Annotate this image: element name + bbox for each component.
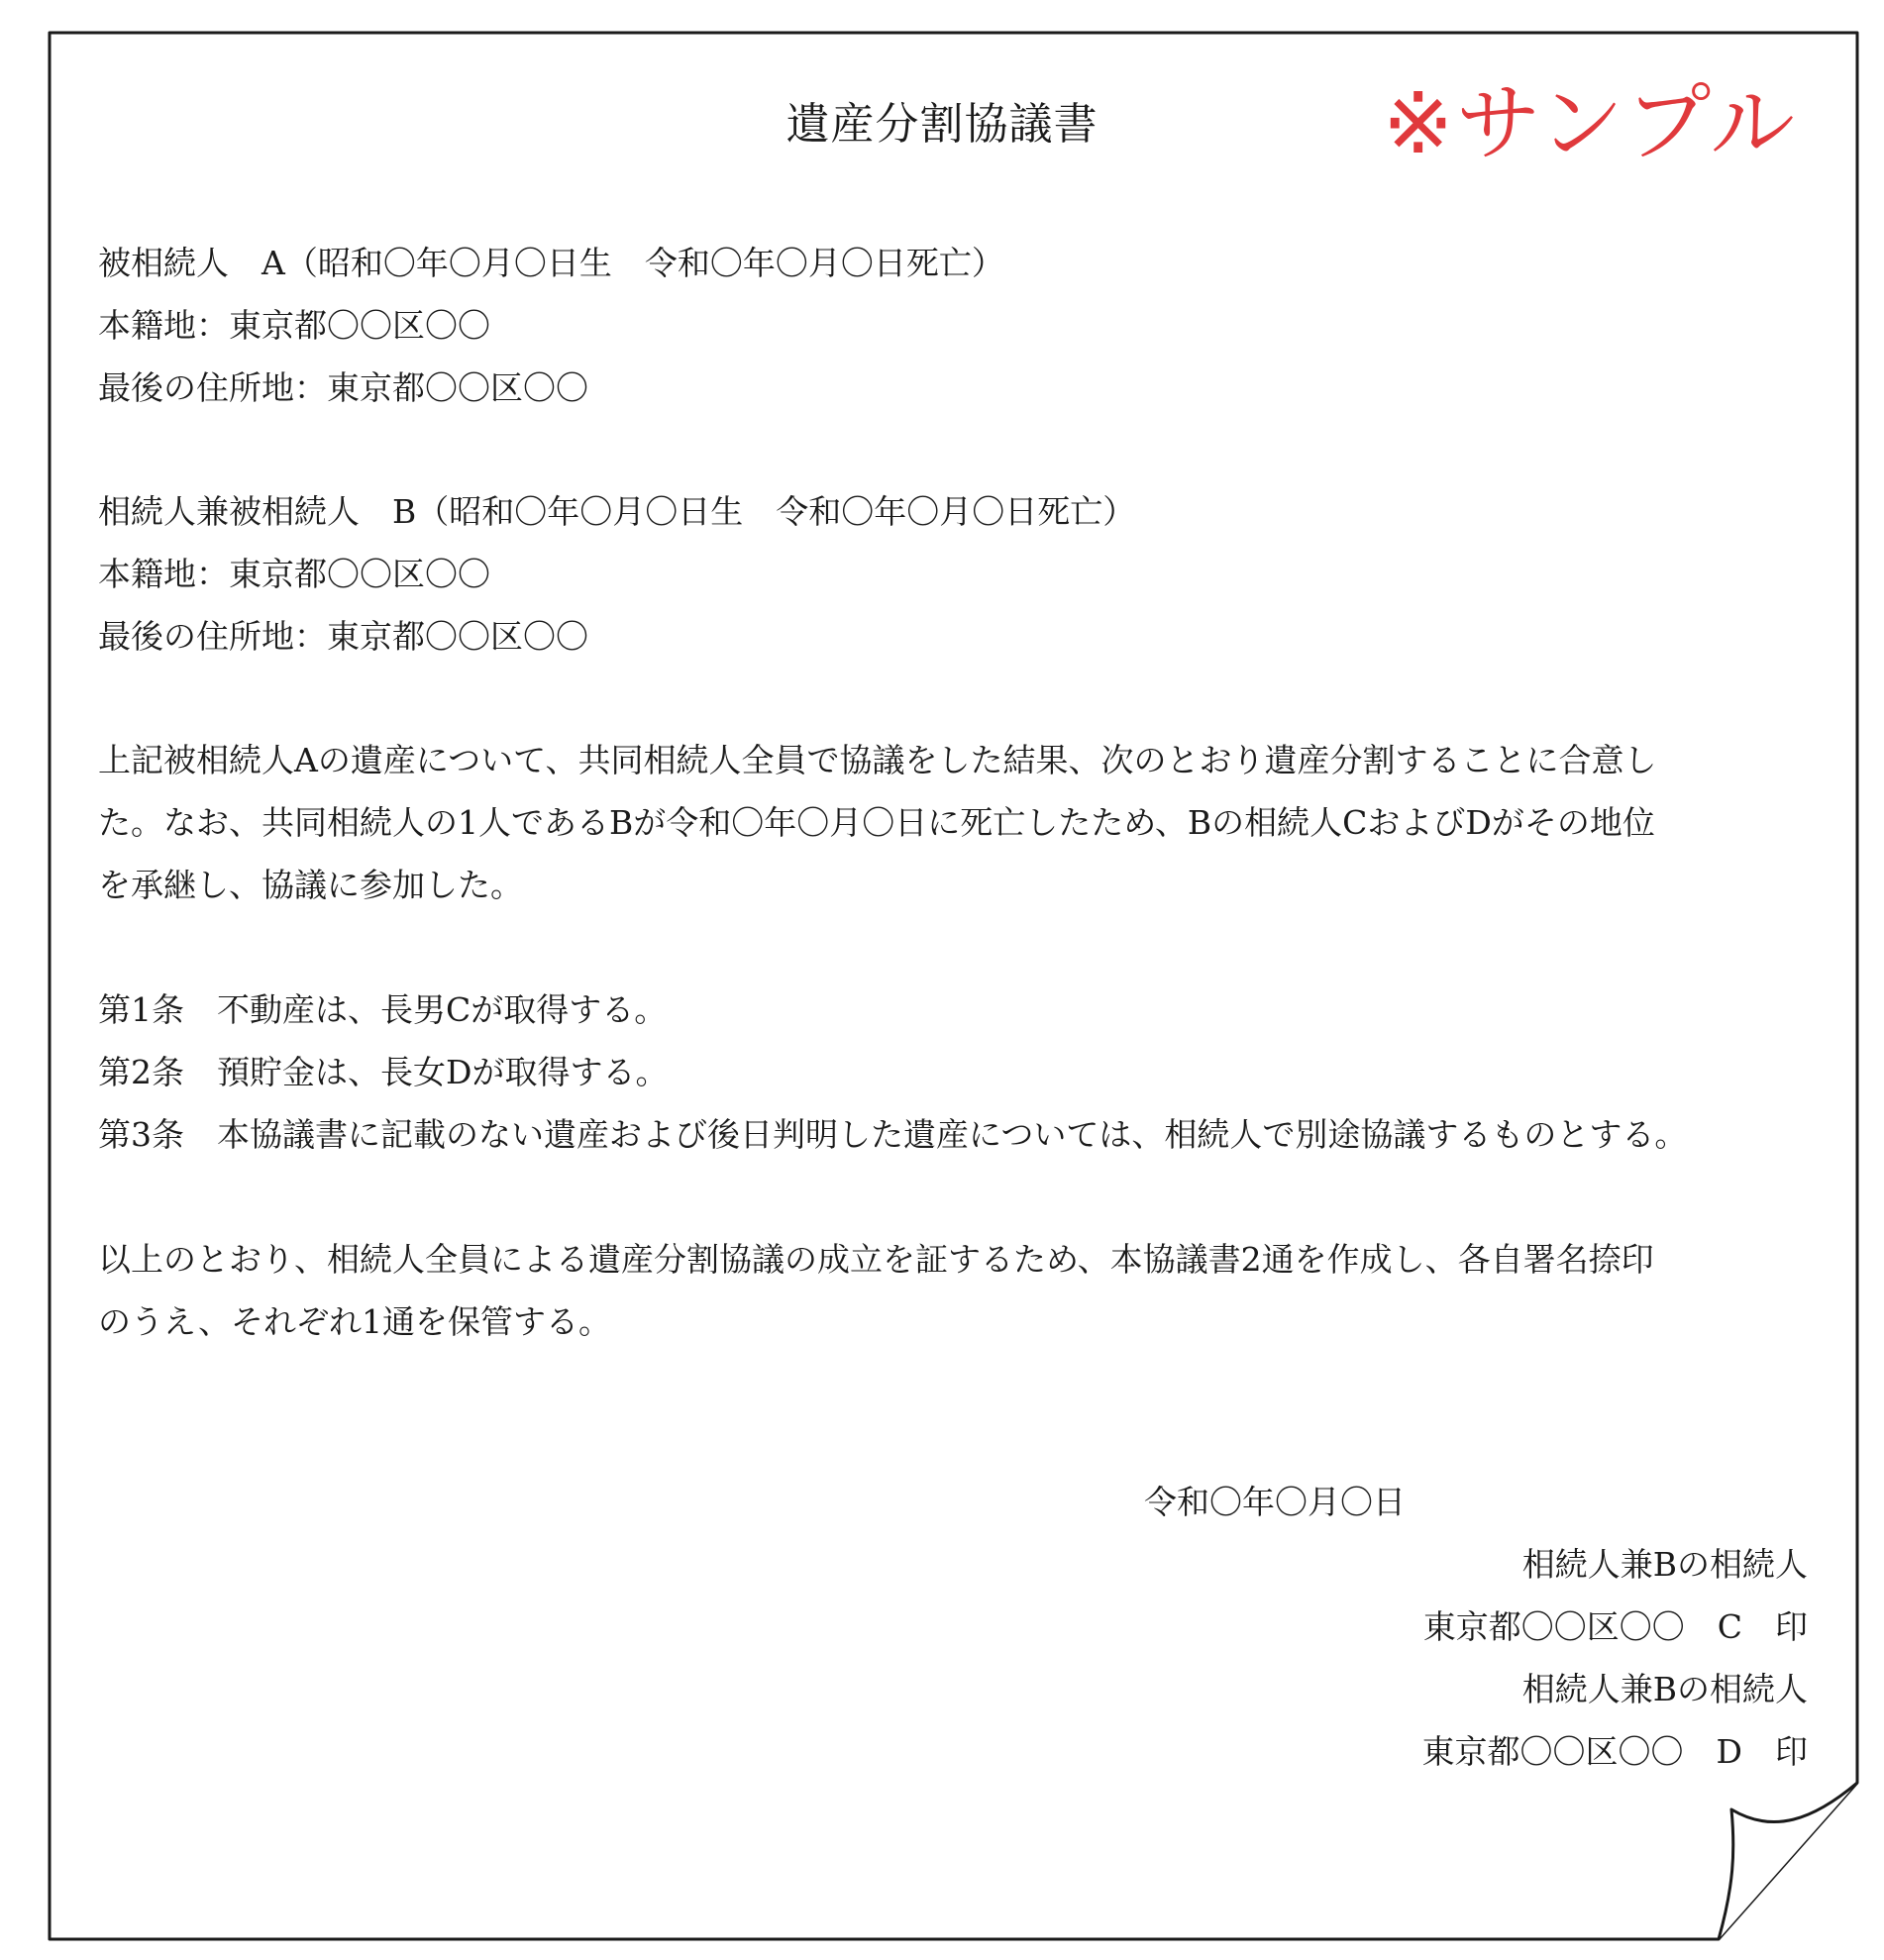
decedent-a-line1: 被相続人 A（昭和〇年〇月〇日生 令和〇年〇月〇日死亡） — [98, 244, 1004, 282]
decedent-b-line1: 相続人兼被相続人 B（昭和〇年〇月〇日生 令和〇年〇月〇日死亡） — [98, 492, 1136, 531]
article-3: 第3条 本協議書に記載のない遺産および後日判明した遺産については、相続人で別途協議するものとする。 — [98, 1115, 1688, 1154]
signer2-role: 相続人兼Bの相続人 — [1521, 1670, 1808, 1708]
closing-line2: のうえ、それぞれ1通を保管する。 — [98, 1302, 611, 1341]
signature-date: 令和〇年〇月〇日 — [1144, 1483, 1406, 1521]
signer2-address-seal: 東京都〇〇区〇〇 D 印 — [1421, 1732, 1808, 1771]
signer1-address-seal: 東京都〇〇区〇〇 C 印 — [1422, 1607, 1808, 1646]
decedent-a-line3: 最後の住所地：東京都〇〇区〇〇 — [98, 368, 588, 407]
closing-line1: 以上のとおり、相続人全員による遺産分割協議の成立を証するため、本協議書2通を作成し、各自署名捺印 — [98, 1240, 1654, 1279]
decedent-a-line2: 本籍地：東京都〇〇区〇〇 — [98, 306, 490, 345]
intro-line1: 上記被相続人Aの遺産について、共同相続人全員で協議をした結果、次のとおり遺産分割することに合意し — [98, 741, 1657, 779]
sample-watermark: ※サンプル — [1382, 74, 1797, 173]
article-1: 第1条 不動産は、長男Cが取得する。 — [98, 990, 668, 1029]
decedent-b-line2: 本籍地：東京都〇〇区〇〇 — [98, 555, 490, 593]
intro-line3: を承継し、協議に参加した。 — [98, 866, 523, 904]
intro-line2: た。なお、共同相続人の1人であるBが令和〇年〇月〇日に死亡したため、Bの相続人CおよびDがその地位 — [98, 803, 1655, 842]
decedent-b-line3: 最後の住所地：東京都〇〇区〇〇 — [98, 617, 588, 656]
signer1-role: 相続人兼Bの相続人 — [1521, 1545, 1808, 1584]
document-title: 遺産分割協議書 — [785, 99, 1099, 150]
article-2: 第2条 預貯金は、長女Dが取得する。 — [98, 1053, 669, 1091]
